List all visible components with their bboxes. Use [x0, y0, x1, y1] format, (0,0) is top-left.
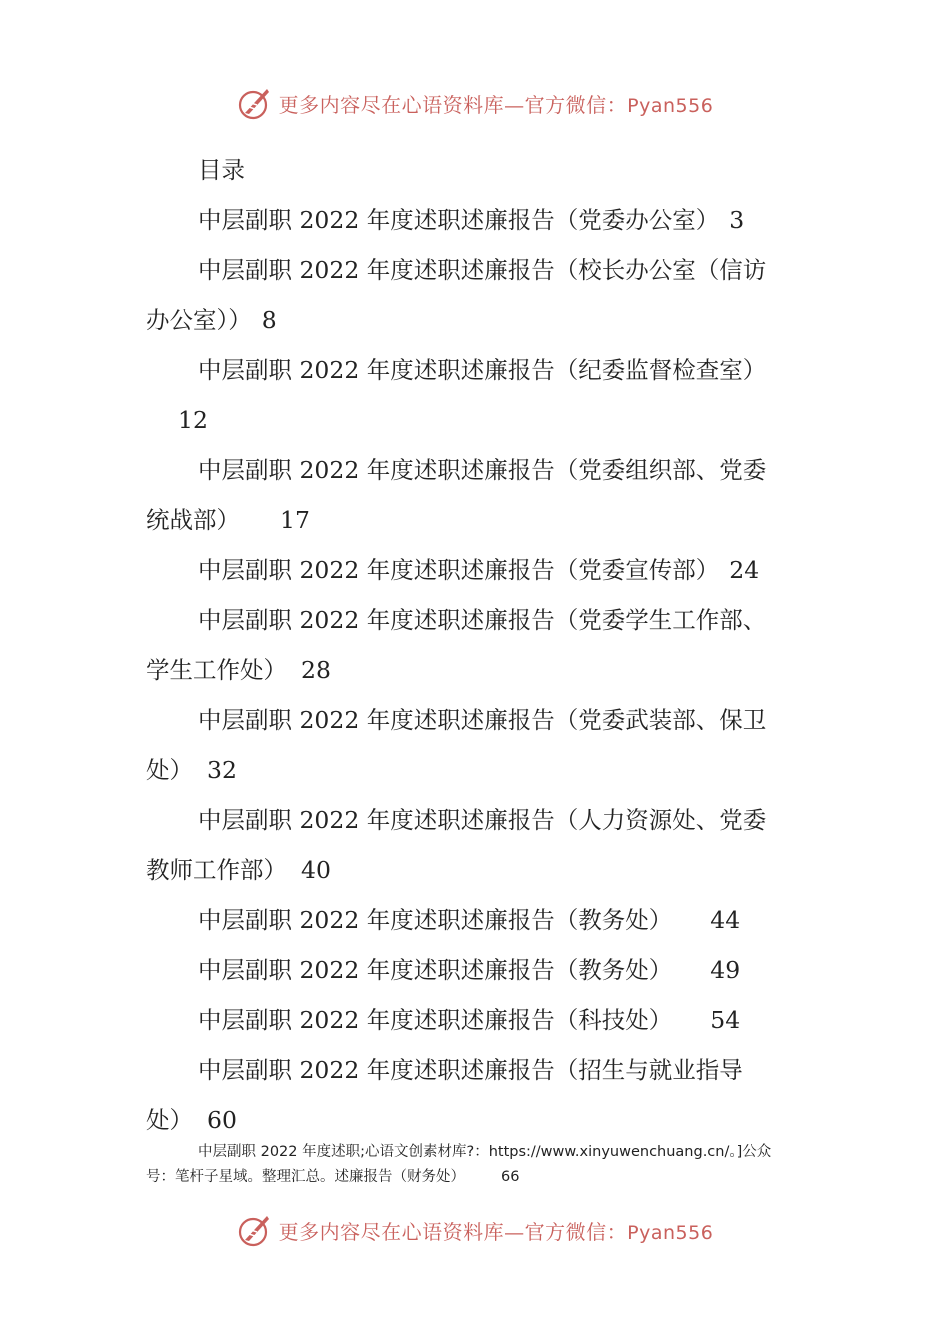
toc-entry-small-line-2: 号：笔杆子星域。整理汇总。述廉报告（财务处） 66: [146, 1169, 520, 1185]
toc-entry: 中层副职 2022 年度述职述廉报告（党委学生工作部、: [198, 606, 767, 634]
banner-text: 更多内容尽在心语资料库—官方微信：Pyan556: [278, 1219, 714, 1244]
toc-entry-continued: 处） 60: [146, 1106, 237, 1134]
toc-entry-continued: 处） 32: [146, 756, 237, 784]
toc-entry: 中层副职 2022 年度述职述廉报告（纪委监督检查室）: [198, 356, 767, 384]
toc-entry-continued: 办公室）） 8: [146, 306, 277, 334]
toc-entry: 中层副职 2022 年度述职述廉报告（教务处） 44: [198, 906, 741, 934]
toc-entry: 中层副职 2022 年度述职述廉报告（党委宣传部） 24: [198, 556, 760, 584]
banner-text: 更多内容尽在心语资料库—官方微信：Pyan556: [278, 92, 714, 117]
toc-entry: 中层副职 2022 年度述职述廉报告（教务处） 49: [198, 956, 741, 984]
toc-entry: 中层副职 2022 年度述职述廉报告（党委组织部、党委: [198, 456, 767, 484]
toc-entry: 中层副职 2022 年度述职述廉报告（招生与就业指导: [198, 1056, 743, 1084]
quill-logo-icon: [237, 1212, 273, 1248]
toc-title: 目录: [198, 156, 245, 184]
toc-entry-continued: 统战部） 17: [146, 506, 310, 534]
toc-entry-small-line-1: 中层副职 2022 年度述职;心语文创素材库?：https://www.xinyuwenchuang.cn/。]公众: [198, 1144, 772, 1160]
footer-watermark-banner: [0, 1210, 950, 1250]
toc-entry: 中层副职 2022 年度述职述廉报告（校长办公室（信访: [198, 256, 767, 284]
toc-entry: 中层副职 2022 年度述职述廉报告（人力资源处、党委: [198, 806, 767, 834]
toc-entry: 中层副职 2022 年度述职述廉报告（党委武装部、保卫: [198, 706, 767, 734]
quill-logo-icon: [237, 85, 273, 121]
toc-entry-continued: 教师工作部） 40: [146, 856, 331, 884]
header-watermark-banner: [0, 83, 950, 123]
toc-entry-page: 12: [178, 406, 208, 434]
toc-entry-continued: 学生工作处） 28: [146, 656, 331, 684]
toc-entry: 中层副职 2022 年度述职述廉报告（党委办公室） 3: [198, 206, 745, 234]
toc-entry: 中层副职 2022 年度述职述廉报告（科技处） 54: [198, 1006, 741, 1034]
